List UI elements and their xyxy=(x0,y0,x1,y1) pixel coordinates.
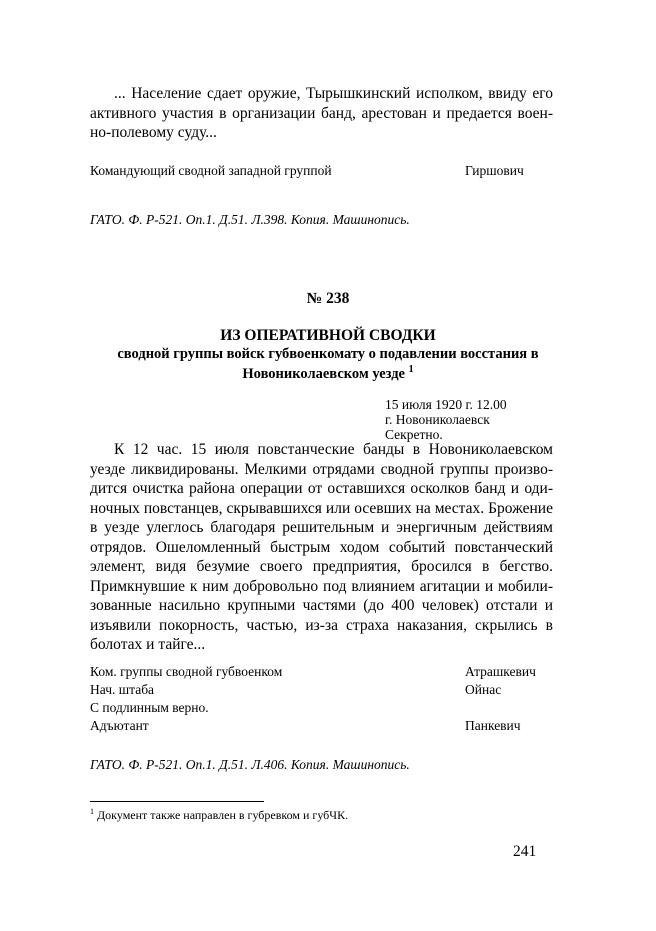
document-body xyxy=(90,440,553,655)
body-line: Примкнувшие к ним добровольно под влиянием агитации и мобили- xyxy=(90,577,553,595)
document-secrecy: Секретно. xyxy=(385,427,443,442)
footnote-mark: 1 xyxy=(90,807,94,816)
signature-name: Атрашкевич xyxy=(465,664,536,679)
top-line-2: активного участия в организации банд, арестован и предается воен- xyxy=(90,104,553,122)
signature-name: Панкевич xyxy=(465,718,521,733)
body-line: ночных повстанцев, скрывавшихся или осевших на местах. Брожение xyxy=(90,499,553,517)
top-signature-label: Командующий сводной западной группой xyxy=(90,163,332,178)
body-line: изъявили покорность, частью, из-за страха наказания, скрылись в xyxy=(90,616,553,634)
document-number: № 238 xyxy=(306,290,350,307)
footnote-text: Документ также направлен в губревком и губЧК. xyxy=(97,808,349,822)
footnote-reference: 1 xyxy=(408,364,414,375)
signature-label: Адъютант xyxy=(90,718,149,733)
page-number: 241 xyxy=(513,843,537,860)
body-line: отрядов. Ошеломленный быстрым ходом событий повстанческий xyxy=(90,538,553,556)
signature-label: С подлинным верно. xyxy=(90,700,209,715)
top-line-3: но-полевому суду... xyxy=(90,124,217,141)
body-line: дится очистка района операции от оставшихся осколков банд и оди- xyxy=(90,480,553,497)
body-line: в уезде улеглось благодаря решительным и энергичным действиям xyxy=(90,519,553,536)
body-line: К 12 час. 15 июля повстанческие банды в Новониколаевском xyxy=(114,441,553,458)
signature-label: Ком. группы сводной губвоенком xyxy=(90,664,283,679)
body-line: элемент, видя безумие своего предприятия, бросился в бегство. xyxy=(90,558,553,575)
body-line: болотах и тайге... xyxy=(90,636,206,653)
document-date: 15 июля 1920 г. 12.00 xyxy=(385,397,507,412)
subtitle-text: Новониколаевском уезде xyxy=(242,365,405,382)
document-subtitle-line-1: сводной группы войск губвоенкомату о подавлении восстания в xyxy=(117,346,539,362)
document-title: ИЗ ОПЕРАТИВНОЙ СВОДКИ xyxy=(220,327,436,344)
body-line: уезде ликвидированы. Мелкими отрядами сводной группы произво- xyxy=(90,460,553,478)
document-subtitle-line-2 xyxy=(0,364,656,383)
body-line: зованные насильно крупными частями (до 400 человек) отстали и xyxy=(90,597,553,614)
top-archive-source: ГАТО. Ф. Р-521. Оп.1. Д.51. Л.398. Копия. Машинопись. xyxy=(90,212,410,227)
archive-source: ГАТО. Ф. Р-521. Оп.1. Д.51. Л.406. Копия. Машинопись. xyxy=(90,757,410,772)
signature-label: Нач. штаба xyxy=(90,682,155,697)
top-signature-name: Гиршович xyxy=(465,163,524,178)
top-paragraph xyxy=(90,84,553,143)
footnote-divider xyxy=(90,801,264,802)
footnote xyxy=(90,807,348,823)
document-place: г. Новониколаевск xyxy=(385,412,490,427)
signature-name: Ойнас xyxy=(465,682,502,697)
top-line-1: ... Население сдает оружие, Тырышкинский исполком, ввиду его xyxy=(114,85,553,102)
